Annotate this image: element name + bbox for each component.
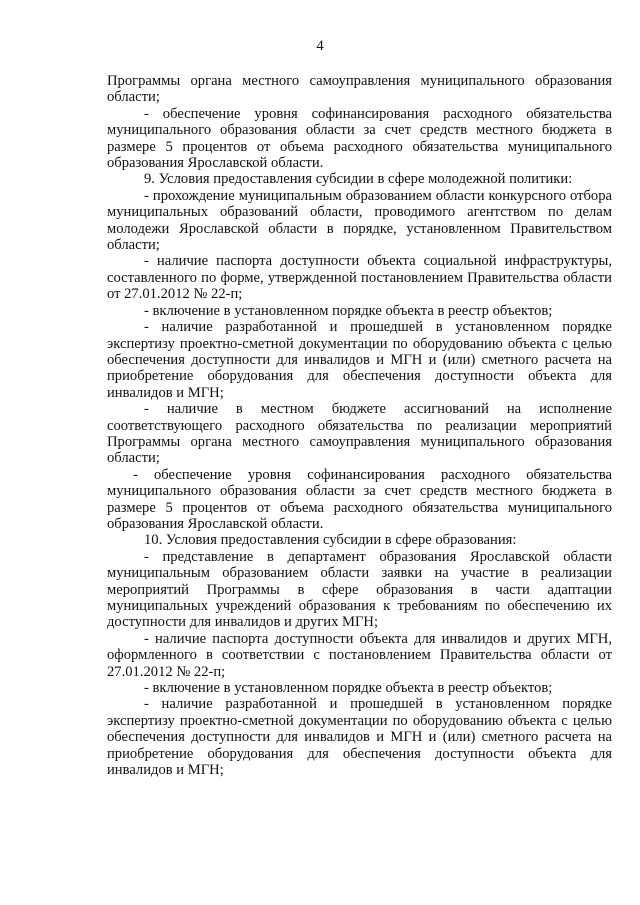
paragraph-registry-inclusion-2: - включение в установленном порядке объекта в реестр объектов; xyxy=(144,680,553,697)
paragraph-cofinancing-2: - обеспечение уровня софинансирования расходного обязательства муниципального образования области за счет средств местного бюджета в размере 5 процентов от объема расходного обязательства муниципального образования Ярославской области. xyxy=(107,466,612,532)
page-number: 4 xyxy=(316,38,324,54)
paragraph-budget-allocations: - наличие в местном бюджете ассигнований на исполнение соответствующего расходного обязательства по реализации мероприятий Программы органа местного самоуправления муниципального образования области; xyxy=(107,401,612,467)
paragraph-application-submission: - представление в департамент образования Ярославской области муниципальным образованием области заявки на участие в реализации мероприятий Программы в сфере образования в части адаптации муниципальных учреждений образования к требованиям по обеспечению их доступности для инвалидов и других МГН; xyxy=(107,548,612,631)
paragraph-accessibility-passport-2: - наличие паспорта доступности объекта для инвалидов и других МГН, оформленного в соответствии с постановлением Правительства области от 27.01.2012 № 22-п; xyxy=(107,630,612,680)
paragraph-design-documentation-1: - наличие разработанной и прошедшей в установленном порядке экспертизу проектно-сметной документации по оборудованию объекта с целью обеспечения доступности для инвалидов и МГН и (или) сметного расчета на приобретение оборудования для обеспечения доступности объекта для инвалидов и МГН; xyxy=(107,319,612,401)
paragraph-competitive-selection: - прохождение муниципальным образованием области конкурсного отбора муниципальных образований области, проводимого агентством по делам молодежи Ярославской области в порядке, установленном Правительством области; xyxy=(107,187,612,254)
paragraph-design-documentation-2: - наличие разработанной и прошедшей в установленном порядке экспертизу проектно-сметной документации по оборудованию объекта с целью обеспечения доступности для инвалидов и МГН и (или) сметного расчета на приобретение оборудования для обеспечения доступности объекта для инвалидов и МГН; xyxy=(107,696,612,779)
paragraph-accessibility-passport-1: - наличие паспорта доступности объекта социальной инфраструктуры, составленного по форме, утвержденной постановлением Правительства области от 27.01.2012 № 22-п; xyxy=(107,253,612,303)
paragraph-cofinancing-1: - обеспечение уровня софинансирования расходного обязательства муниципального образования области за счет средств местного бюджета в размере 5 процентов от объема расходного обязательства муниципального образования Ярославской области. xyxy=(107,105,612,172)
paragraph-section-10-heading: 10. Условия предоставления субсидии в сфере образования: xyxy=(144,532,517,549)
document-body xyxy=(107,73,612,778)
paragraph-programs-end: Программы органа местного самоуправления муниципального образования области; xyxy=(107,73,612,106)
paragraph-registry-inclusion-1: - включение в установленном порядке объекта в реестр объектов; xyxy=(144,302,553,319)
paragraph-section-9-heading: 9. Условия предоставления субсидии в сфере молодежной политики: xyxy=(144,171,573,188)
